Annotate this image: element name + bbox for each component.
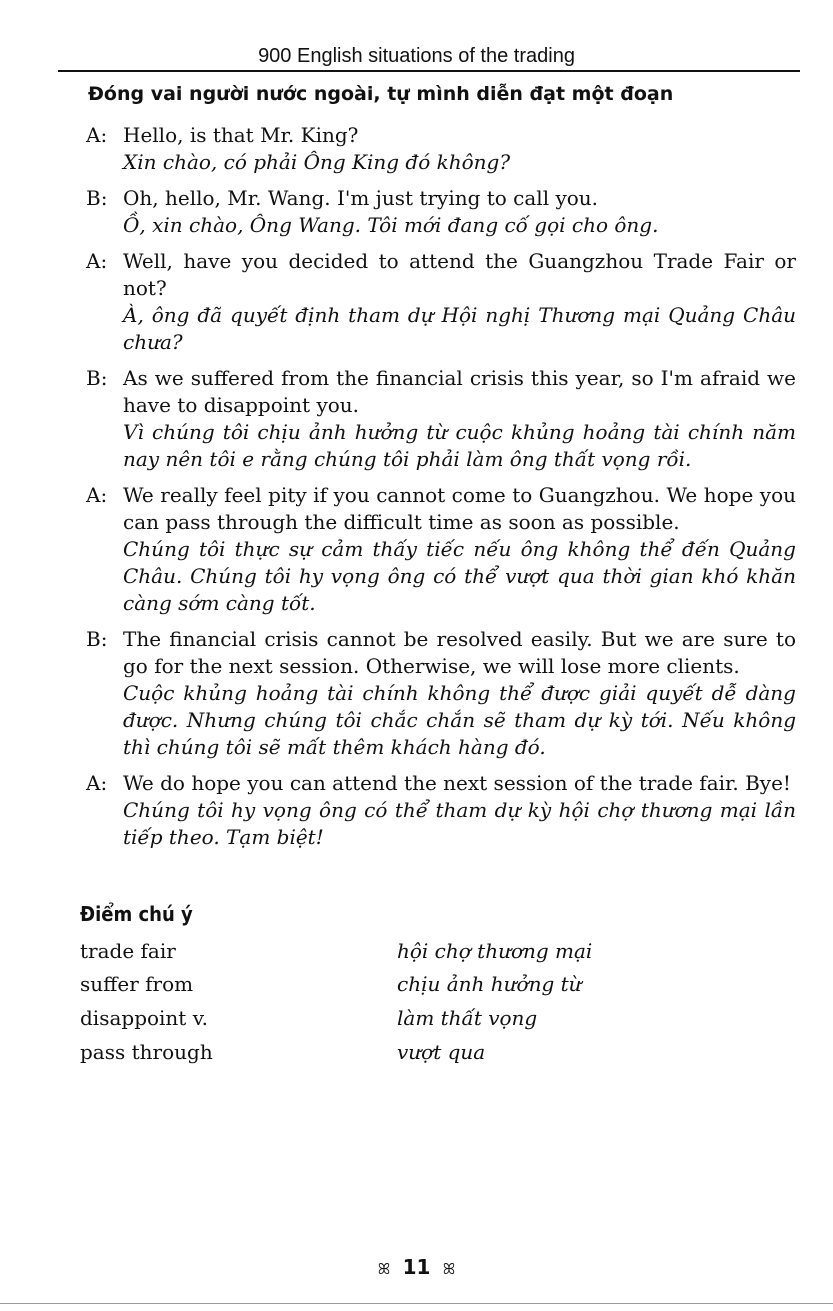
vocab-definition: làm thất vọng [397,1005,538,1030]
dialogue-turn [86,248,796,356]
vocab-definition: vượt qua [397,1039,486,1064]
english-line: We do hope you can attend the next session of the trade fair. Bye! [123,771,791,795]
vocab-term: trade fair [80,938,176,963]
page-bottom-edge [0,1303,833,1304]
vocab-row [80,1001,680,1035]
speaker-label: B: [86,627,108,651]
vietnamese-line: Cuộc khủng hoảng tài chính không thể được giải quyết dễ dàng được. Nhưng chúng tôi chắc chắn sẽ tham dự kỳ tới. Nếu không thì chúng tôi sẽ mất thêm khách hàng đó. [123,681,796,759]
speaker-label: B: [86,186,108,210]
speaker-label: A: [86,771,108,795]
dialogue-turn [86,122,796,176]
english-line: As we suffered from the financial crisis this year, so I'm afraid we have to disappoint you. [123,366,796,417]
vocabulary-list [80,934,680,1068]
english-line: We really feel pity if you cannot come to Guangzhou. We hope you can pass through the difficult time as soon as possible. [123,483,796,534]
section-title: Đóng vai người nước ngoài, tự mình diễn đạt một đoạn [88,83,674,105]
dialogue-turn [86,626,796,761]
vietnamese-line: Xin chào, có phải Ông King đó không? [123,150,511,174]
vocab-definition: hội chợ thương mại [397,938,593,963]
header-rule [58,70,800,72]
english-line: The financial crisis cannot be resolved easily. But we are sure to go for the next session. Otherwise, we will lose more clients. [123,627,796,678]
dialogue [86,122,796,860]
dialogue-turn [86,365,796,473]
english-line: Well, have you decided to attend the Guangzhou Trade Fair or not? [123,249,796,300]
vietnamese-line: À, ông đã quyết định tham dự Hội nghị Thương mại Quảng Châu chưa? [123,303,796,354]
dialogue-turn [86,185,796,239]
dialogue-turn [86,482,796,617]
vocab-term: suffer from [80,972,194,997]
vietnamese-line: Ồ, xin chào, Ông Wang. Tôi mới đang cố gọi cho ông. [123,213,659,237]
running-header: 900 English situations of the trading [258,45,575,67]
english-line: Hello, is that Mr. King? [123,123,359,147]
dialogue-turn [86,770,796,851]
page-footer [0,1254,833,1282]
speaker-label: B: [86,366,108,390]
ornament-left-icon: ꕤ [377,1260,391,1278]
vocab-row [80,934,680,968]
vietnamese-line: Vì chúng tôi chịu ảnh hưởng từ cuộc khủng hoảng tài chính năm nay nên tôi e rằng chúng tôi phải làm ông thất vọng rồi. [123,420,796,471]
ornament-right-icon: ꕤ [442,1260,456,1278]
speaker-label: A: [86,123,108,147]
speaker-label: A: [86,249,108,273]
vocab-row [80,968,680,1002]
page-number: 11 [402,1255,431,1279]
notes-title: Điểm chú ý [80,902,193,926]
vocab-row [80,1035,680,1069]
vietnamese-line: Chúng tôi thực sự cảm thấy tiếc nếu ông không thể đến Quảng Châu. Chúng tôi hy vọng ông có thể vượt qua thời gian khó khăn càng sớm càng tốt. [123,537,796,615]
vocab-term: pass through [80,1039,213,1064]
vocab-definition: chịu ảnh hưởng từ [397,972,582,997]
speaker-label: A: [86,483,108,507]
english-line: Oh, hello, Mr. Wang. I'm just trying to call you. [123,186,599,210]
vietnamese-line: Chúng tôi hy vọng ông có thể tham dự kỳ hội chợ thương mại lần tiếp theo. Tạm biệt! [123,798,796,849]
vocab-term: disappoint v. [80,1005,208,1030]
